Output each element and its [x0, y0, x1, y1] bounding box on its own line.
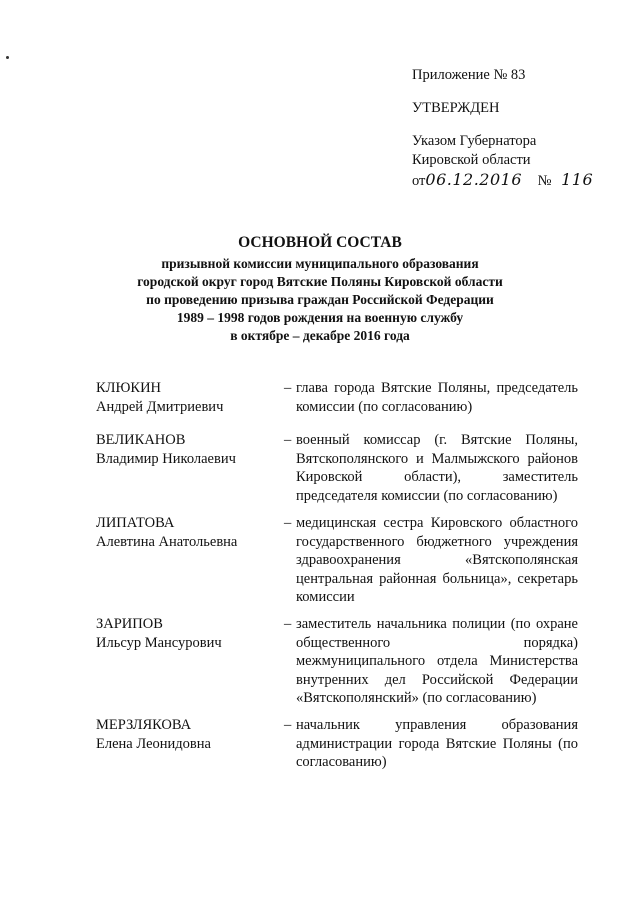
- title-line: по проведению призыва граждан Российской Федерации: [146, 292, 494, 307]
- member-role: военный комиссар (г. Вятские Поляны, Вятскополянского и Малмыжского районов Кировской области), заместитель председателя комиссии (по согласованию): [296, 432, 578, 504]
- member-name: [96, 615, 286, 652]
- approved-label: УТВЕРЖДЕН: [412, 100, 500, 116]
- member-surname: МЕРЗЛЯКОВА: [96, 717, 192, 733]
- appendix-label: Приложение № 83: [412, 67, 526, 83]
- number-prefix: №: [537, 173, 552, 189]
- member-surname: КЛЮКИН: [96, 380, 162, 396]
- member-dash: –: [284, 616, 292, 632]
- document-title: [70, 234, 570, 345]
- title-line: призывной комиссии муниципального образования: [161, 256, 479, 271]
- member-name: [96, 379, 286, 416]
- member-given-names: Алевтина Анатольевна: [96, 533, 238, 550]
- member-name: [96, 431, 286, 468]
- member-given-names: Елена Леонидовна: [96, 735, 211, 752]
- scan-speck: [6, 56, 9, 59]
- title-line: 1989 – 1998 годов рождения на военную службу: [176, 310, 464, 325]
- title-main: ОСНОВНОЙ СОСТАВ: [238, 234, 402, 251]
- member-name: [96, 716, 286, 753]
- member-surname: ВЕЛИКАНОВ: [96, 432, 186, 448]
- handwritten-number: 116: [561, 170, 594, 189]
- decree-line-2: Кировской области: [412, 152, 531, 168]
- member-given-names: Андрей Дмитриевич: [96, 398, 224, 415]
- member-dash: –: [284, 432, 292, 448]
- member-role: медицинская сестра Кировского областного государственного бюджетного учреждения здравоохранения «Вятскополянская центральная районная больница», секретарь комиссии: [296, 515, 578, 605]
- date-prefix: от: [412, 173, 426, 189]
- approval-block: [412, 66, 593, 191]
- member-dash: –: [284, 380, 292, 396]
- member-role: глава города Вятские Поляны, председатель комиссии (по согласованию): [296, 380, 578, 415]
- member-role: заместитель начальника полиции (по охране общественного порядка) межмуниципального отдела Министерства внутренних дел Российской Федерации «Вятскополянский» (по согласованию): [296, 616, 578, 706]
- decree-date-line: [412, 170, 593, 191]
- member-name: [96, 514, 286, 551]
- member-role: начальник управления образования администрации города Вятские Поляны (по согласованию): [296, 717, 578, 770]
- decree-line-1: Указом Губернатора: [412, 133, 537, 149]
- title-line: в октябре – декабре 2016 года: [230, 328, 410, 343]
- member-surname: ЛИПАТОВА: [96, 515, 175, 531]
- member-given-names: Ильсур Мансурович: [96, 634, 222, 651]
- member-surname: ЗАРИПОВ: [96, 616, 163, 632]
- member-given-names: Владимир Николаевич: [96, 450, 236, 467]
- handwritten-date: 06.12.2016: [425, 170, 523, 189]
- member-dash: –: [284, 717, 292, 733]
- member-dash: –: [284, 515, 292, 531]
- title-line: городской округ город Вятские Поляны Кировской области: [137, 274, 503, 289]
